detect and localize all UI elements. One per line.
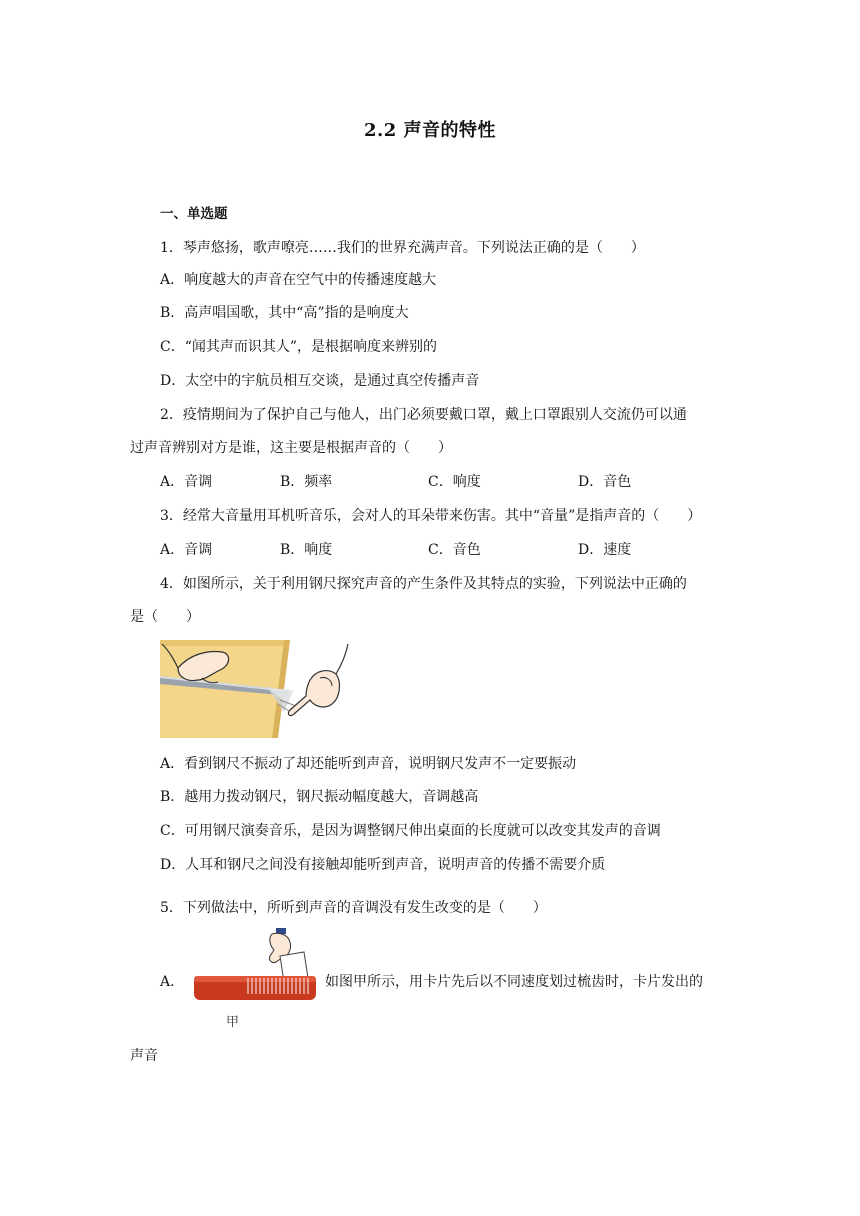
q3-options (160, 540, 760, 560)
q3-stem: 3．经常大音量用耳机听音乐，会对人的耳朵带来伤害。其中“音量”是指声音的（ ） (160, 508, 702, 524)
q3-option-b: B．响度 (280, 542, 333, 558)
q3-option-c: C．音色 (428, 542, 481, 558)
q1-option-c: C．“闻其声而识其人”，是根据响度来辨别的 (160, 339, 438, 355)
q1-option-b: B．高声唱国歌，其中“高”指的是响度大 (160, 305, 409, 321)
steel-ruler-figure (160, 640, 350, 738)
figure-label-jia: 甲 (226, 1015, 240, 1030)
q1-option-a: A．响度越大的声音在空气中的传播速度越大 (160, 272, 437, 288)
right-hand (288, 671, 339, 716)
comb-card-figure (192, 928, 318, 1032)
q4-option-c: C．可用钢尺演奏音乐，是因为调整钢尺伸出桌面的长度就可以改变其发声的音调 (160, 823, 661, 839)
q3-option-a: A．音调 (160, 542, 213, 558)
q2-stem-line1: 2．疫情期间为了保护自己与他人，出门必须要戴口罩，戴上口罩跟别人交流仍可以通 (160, 407, 687, 423)
page-title: 2.2 声音的特性 (363, 120, 497, 141)
q5-stem: 5．下列做法中，所听到声音的音调没有发生改变的是（ ） (160, 900, 547, 916)
q5-option-a-label: A． (160, 974, 185, 990)
section-heading: 一、单选题 (160, 206, 228, 222)
q5-option-a-continuation: 声音 (130, 1048, 158, 1064)
q2-option-c: C．响度 (428, 474, 481, 490)
q3-option-d: D．速度 (578, 542, 632, 558)
q4-option-d: D．人耳和钢尺之间没有接触却能听到声音，说明声音的传播不需要介质 (160, 857, 606, 873)
q2-stem-line2: 过声音辨别对方是谁，这主要是根据声音的（ ） (130, 440, 452, 456)
q1-option-d: D．太空中的宇航员相互交谈，是通过真空传播声音 (160, 373, 480, 389)
q4-stem-line1: 4．如图所示，关于利用钢尺探究声音的产生条件及其特点的实验，下列说法中正确的 (160, 576, 687, 592)
q2-option-a: A．音调 (160, 474, 213, 490)
q4-option-a: A．看到钢尺不振动了却还能听到声音，说明钢尺发声不一定要振动 (160, 756, 577, 772)
q2-option-d: D．音色 (578, 474, 632, 490)
q1-stem: 1．琴声悠扬，歌声嘹亮……我们的世界充满声音。下列说法正确的是（ ） (160, 240, 645, 256)
q5-option-a-text: 如图甲所示，用卡片先后以不同速度划过梳齿时，卡片发出的 (325, 974, 703, 990)
q2-options (160, 472, 760, 492)
q4-option-b: B．越用力拨动钢尺，钢尺振动幅度越大，音调越高 (160, 789, 479, 805)
q4-stem-line2: 是（ ） (130, 609, 200, 625)
q2-option-b: B．频率 (280, 474, 333, 490)
